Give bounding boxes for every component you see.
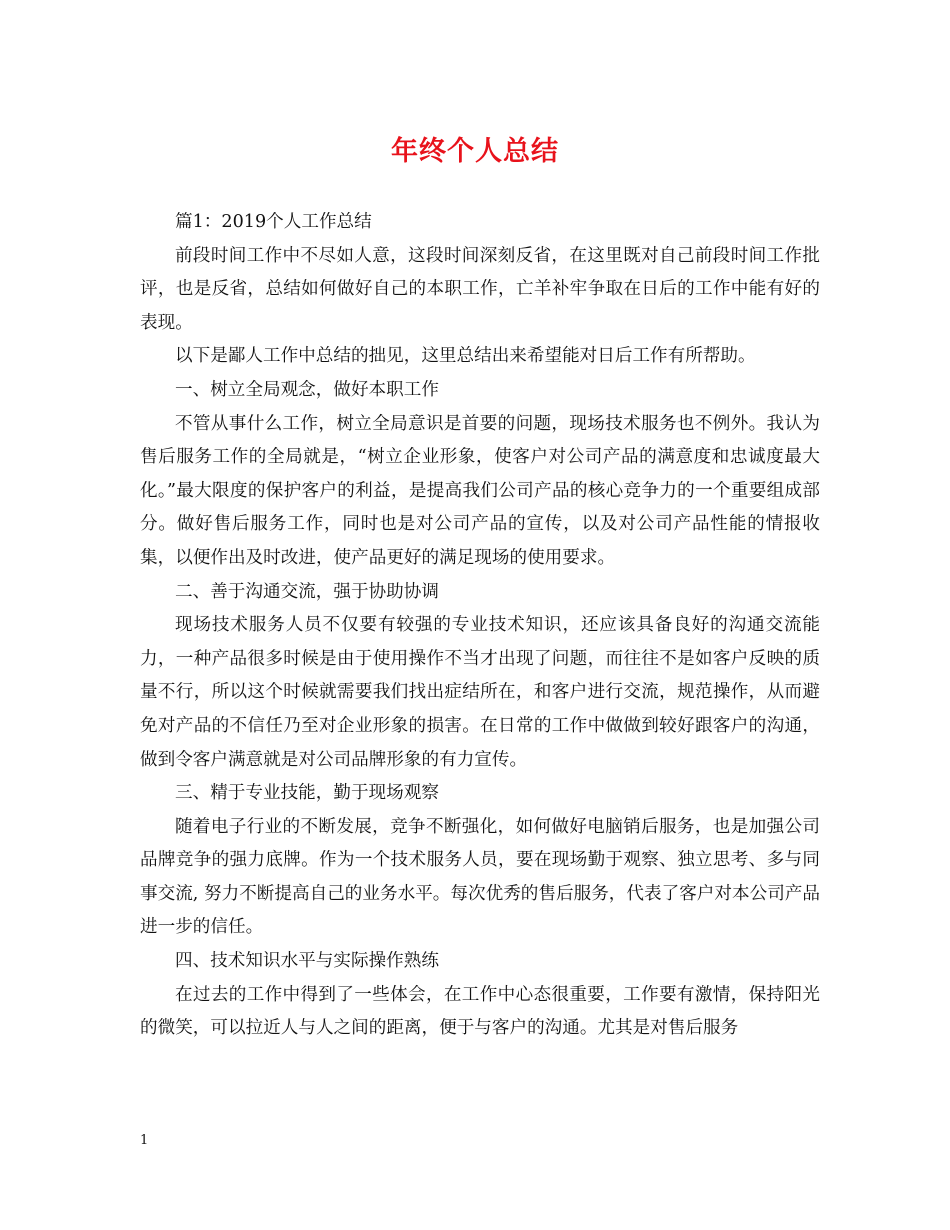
section-heading: 三、精于专业技能，勤于现场观察 xyxy=(175,783,439,804)
section-heading: 一、树立全局观念，做好本职工作 xyxy=(175,379,439,400)
section-heading: 四、技术知识水平与实际操作熟练 xyxy=(175,951,439,972)
body-paragraph: 以下是鄙人工作中总结的拙见，这里总结出来希望能对日后工作有所帮助。 xyxy=(175,346,756,367)
page-number: 1 xyxy=(140,1133,149,1148)
body-paragraph: 不管从事什么工作，树立全局意识是首要的问题，现场技术服务也不例外。我认为售后服务工作的全局就是，“树立企业形象，使客户对公司产品的满意度和忠诚度最大化。”最大限度的保护客户的利益，是提高我们公司产品的核心竞争力的一个重要组成部分。做好售后服务工作，同时也是对公司产品的宣传，以及对公司产品性能的情报收集，以便作出及时改进，使产品更好的满足现场的使用要求。 xyxy=(140,413,820,568)
document-body xyxy=(140,206,820,1046)
section-heading: 篇1：2019个人工作总结 xyxy=(175,212,372,232)
document-title: 年终个人总结 xyxy=(391,136,559,167)
section-heading: 二、善于沟通交流，强于协助协调 xyxy=(175,581,439,602)
body-paragraph: 随着电子行业的不断发展，竞争不断强化，如何做好电脑销后服务，也是加强公司品牌竞争的强力底牌。作为一个技术服务人员，要在现场勤于观察、独立思考、多与同事交流, 努力不断提高自己的业务水平。每次优秀的售后服务，代表了客户对本公司产品进一步的信任。 xyxy=(140,816,820,938)
body-paragraph: 前段时间工作中不尽如人意，这段时间深刻反省，在这里既对自己前段时间工作批评，也是反省，总结如何做好自己的本职工作，亡羊补牢争取在日后的工作中能有好的表现。 xyxy=(140,245,820,333)
body-paragraph: 在过去的工作中得到了一些体会，在工作中心态很重要，工作要有激情，保持阳光的微笑，可以拉近人与人之间的距离，便于与客户的沟通。尤其是对售后服务 xyxy=(140,984,820,1039)
body-paragraph: 现场技术服务人员不仅要有较强的专业技术知识，还应该具备良好的沟通交流能力，一种产品很多时候是由于使用操作不当才出现了问题，而往往不是如客户反映的质量不行，所以这个时候就需要我们找出症结所在，和客户进行交流，规范操作，从而避免对产品的不信任乃至对企业形象的损害。在日常的工作中做做到较好跟客户的沟通，做到令客户满意就是对公司品牌形象的有力宣传。 xyxy=(140,615,820,770)
